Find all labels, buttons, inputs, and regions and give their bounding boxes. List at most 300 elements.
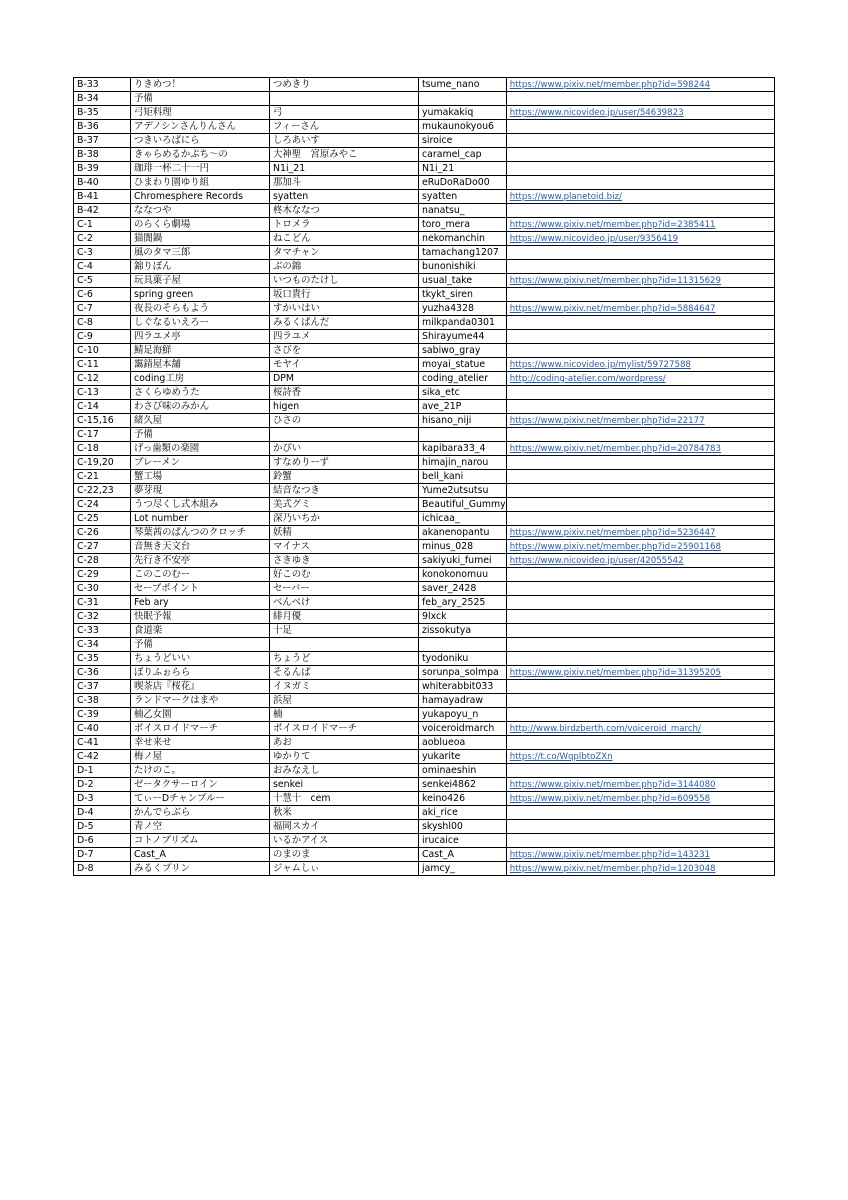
circle-name-cell: きゃらめるかぷち～の (131, 148, 270, 162)
twitter-handle-cell: yukapoyu_n (419, 708, 507, 722)
author-name-cell (270, 428, 419, 442)
author-name-cell: おみなえし (270, 764, 419, 778)
circle-name-cell: coding工房 (131, 372, 270, 386)
table-row (74, 162, 775, 176)
table-row (74, 806, 775, 820)
twitter-handle-cell: caramel_cap (419, 148, 507, 162)
space-id-cell: C-10 (74, 344, 131, 358)
circle-name-cell: 夢芽現 (131, 484, 270, 498)
url-cell (506, 78, 774, 92)
url-cell (506, 92, 774, 106)
space-id-cell: C-32 (74, 610, 131, 624)
twitter-handle-cell: skyshl00 (419, 820, 507, 834)
author-name-cell: 好このむ (270, 568, 419, 582)
circle-name-cell: ブレーメン (131, 456, 270, 470)
profile-link[interactable]: https://www.pixiv.net/member.php?id=5884647 (509, 303, 716, 314)
author-name-cell: 弓 (270, 106, 419, 120)
circle-name-cell: 食道楽 (131, 624, 270, 638)
url-cell (506, 750, 774, 764)
circle-name-cell: このこのむー (131, 568, 270, 582)
author-name-cell: さびを (270, 344, 419, 358)
author-name-cell: セーバー (270, 582, 419, 596)
space-id-cell: C-14 (74, 400, 131, 414)
table-row (74, 652, 775, 666)
twitter-handle-cell: bell_kani (419, 470, 507, 484)
circle-name-cell: 玩具菓子屋 (131, 274, 270, 288)
url-cell (506, 246, 774, 260)
profile-link[interactable]: https://www.pixiv.net/member.php?id=20784783 (509, 443, 721, 454)
url-cell (506, 708, 774, 722)
space-id-cell: C-37 (74, 680, 131, 694)
circle-name-cell: つきいろばにら (131, 134, 270, 148)
url-cell (506, 624, 774, 638)
profile-link[interactable]: https://www.nicovideo.jp/user/42055542 (509, 555, 684, 566)
space-id-cell: C-28 (74, 554, 131, 568)
author-name-cell: ぶの錦 (270, 260, 419, 274)
author-name-cell: あお (270, 736, 419, 750)
author-name-cell: マイナス (270, 540, 419, 554)
table-row (74, 302, 775, 316)
circle-name-cell: しぐなるいえろー (131, 316, 270, 330)
space-id-cell: D-1 (74, 764, 131, 778)
profile-link[interactable]: https://t.co/WqplbtoZXn (509, 751, 613, 762)
circle-name-cell: のらくら劇場 (131, 218, 270, 232)
author-name-cell: ジャムしぃ (270, 862, 419, 876)
circle-name-cell: わさび味のみかん (131, 400, 270, 414)
circle-list-body (74, 78, 775, 876)
twitter-handle-cell: bunonishiki (419, 260, 507, 274)
space-id-cell: C-15,16 (74, 414, 131, 428)
url-cell (506, 330, 774, 344)
circle-name-cell: ちょうどいい (131, 652, 270, 666)
url-cell (506, 372, 774, 386)
table-row (74, 442, 775, 456)
table-row (74, 750, 775, 764)
url-cell (506, 834, 774, 848)
twitter-handle-cell (419, 428, 507, 442)
table-row (74, 582, 775, 596)
url-cell (506, 792, 774, 806)
url-cell (506, 540, 774, 554)
author-name-cell: かぴい (270, 442, 419, 456)
space-id-cell: D-4 (74, 806, 131, 820)
profile-link[interactable]: https://www.pixiv.net/member.php?id=5236447 (509, 527, 716, 538)
circle-name-cell: 楠乙女園 (131, 708, 270, 722)
circle-name-cell: げっ歯類の楽園 (131, 442, 270, 456)
space-id-cell: C-25 (74, 512, 131, 526)
profile-link[interactable]: https://www.pixiv.net/member.php?id=1203048 (509, 863, 716, 874)
table-row (74, 848, 775, 862)
space-id-cell: B-37 (74, 134, 131, 148)
twitter-handle-cell: toro_mera (419, 218, 507, 232)
table-row (74, 260, 775, 274)
circle-name-cell: コトノプリズム (131, 834, 270, 848)
url-cell (506, 638, 774, 652)
url-cell (506, 134, 774, 148)
twitter-handle-cell: sika_etc (419, 386, 507, 400)
space-id-cell: C-8 (74, 316, 131, 330)
space-id-cell: C-39 (74, 708, 131, 722)
twitter-handle-cell (419, 638, 507, 652)
space-id-cell: D-7 (74, 848, 131, 862)
table-row (74, 316, 775, 330)
profile-link[interactable]: https://www.pixiv.net/member.php?id=22177 (509, 415, 705, 426)
author-name-cell: そるんぱ (270, 666, 419, 680)
url-cell (506, 414, 774, 428)
table-row (74, 106, 775, 120)
circle-name-cell: ぽりふぉらら (131, 666, 270, 680)
table-row (74, 92, 775, 106)
profile-link[interactable]: https://www.pixiv.net/member.php?id=598244 (509, 79, 711, 90)
twitter-handle-cell: ave_21P (419, 400, 507, 414)
table-row (74, 694, 775, 708)
twitter-handle-cell: konokonomuu (419, 568, 507, 582)
circle-list-table (73, 77, 775, 876)
space-id-cell: C-18 (74, 442, 131, 456)
url-cell (506, 344, 774, 358)
url-cell (506, 204, 774, 218)
url-cell (506, 274, 774, 288)
author-name-cell: 坂口貴行 (270, 288, 419, 302)
url-cell (506, 232, 774, 246)
space-id-cell: B-36 (74, 120, 131, 134)
table-row (74, 470, 775, 484)
author-name-cell: つめきり (270, 78, 419, 92)
author-name-cell: 妖精 (270, 526, 419, 540)
circle-name-cell: 珈琲一杯二十一円 (131, 162, 270, 176)
space-id-cell: C-13 (74, 386, 131, 400)
table-row (74, 736, 775, 750)
twitter-handle-cell: siroice (419, 134, 507, 148)
profile-link[interactable]: https://www.pixiv.net/member.php?id=2385411 (509, 219, 716, 230)
circle-name-cell: 音無き天文台 (131, 540, 270, 554)
space-id-cell: C-41 (74, 736, 131, 750)
author-name-cell: N1i_21 (270, 162, 419, 176)
profile-link[interactable]: https://www.nicovideo.jp/user/54639823 (509, 107, 684, 118)
space-id-cell: D-8 (74, 862, 131, 876)
author-name-cell: ゆかりて (270, 750, 419, 764)
circle-name-cell: 蟹工場 (131, 470, 270, 484)
author-name-cell: トロメラ (270, 218, 419, 232)
twitter-handle-cell (419, 92, 507, 106)
twitter-handle-cell: nekomanchin (419, 232, 507, 246)
url-cell (506, 288, 774, 302)
twitter-handle-cell: ominaeshin (419, 764, 507, 778)
url-cell (506, 400, 774, 414)
url-cell (506, 106, 774, 120)
twitter-handle-cell: Beautiful_Gummy (419, 498, 507, 512)
circle-name-cell: セーブポイント (131, 582, 270, 596)
twitter-handle-cell: yukarite (419, 750, 507, 764)
space-id-cell: B-38 (74, 148, 131, 162)
table-row (74, 120, 775, 134)
author-name-cell (270, 638, 419, 652)
twitter-handle-cell: yuzha4328 (419, 302, 507, 316)
space-id-cell: B-35 (74, 106, 131, 120)
circle-name-cell: 予備 (131, 92, 270, 106)
url-cell (506, 358, 774, 372)
author-name-cell: 秋米 (270, 806, 419, 820)
space-id-cell: C-27 (74, 540, 131, 554)
profile-link[interactable]: https://www.pixiv.net/member.php?id=3144080 (509, 779, 716, 790)
twitter-handle-cell: eRuDoRaDo00 (419, 176, 507, 190)
circle-name-cell: 鯖足海鮮 (131, 344, 270, 358)
twitter-handle-cell: saver_2428 (419, 582, 507, 596)
url-cell (506, 596, 774, 610)
url-cell (506, 512, 774, 526)
url-cell (506, 302, 774, 316)
url-cell (506, 610, 774, 624)
table-row (74, 344, 775, 358)
twitter-handle-cell: voiceroidmarch (419, 722, 507, 736)
table-row (74, 288, 775, 302)
circle-name-cell: Feb ary (131, 596, 270, 610)
author-name-cell: しろあいす (270, 134, 419, 148)
table-row (74, 274, 775, 288)
circle-name-cell: ひまわり園ゆり組 (131, 176, 270, 190)
space-id-cell: C-3 (74, 246, 131, 260)
url-cell (506, 568, 774, 582)
twitter-handle-cell: irucaice (419, 834, 507, 848)
twitter-handle-cell: kapibara33_4 (419, 442, 507, 456)
author-name-cell (270, 92, 419, 106)
twitter-handle-cell: tkykt_siren (419, 288, 507, 302)
space-id-cell: C-40 (74, 722, 131, 736)
space-id-cell: C-36 (74, 666, 131, 680)
author-name-cell: イヌガミ (270, 680, 419, 694)
table-row (74, 764, 775, 778)
circle-name-cell: 猫闇鍋 (131, 232, 270, 246)
space-id-cell: C-2 (74, 232, 131, 246)
twitter-handle-cell: senkei4862 (419, 778, 507, 792)
table-row (74, 148, 775, 162)
url-cell (506, 218, 774, 232)
circle-name-cell: アデノシンさんりんさん (131, 120, 270, 134)
space-id-cell: B-33 (74, 78, 131, 92)
twitter-handle-cell: syatten (419, 190, 507, 204)
twitter-handle-cell: sakiyuki_fumei (419, 554, 507, 568)
profile-link[interactable]: https://www.pixiv.net/member.php?id=25901168 (509, 541, 721, 552)
space-id-cell: C-4 (74, 260, 131, 274)
circle-name-cell: 予備 (131, 428, 270, 442)
profile-link[interactable]: http://coding-atelier.com/wordpress/ (509, 373, 666, 384)
url-cell (506, 848, 774, 862)
url-cell (506, 722, 774, 736)
twitter-handle-cell: Cast_A (419, 848, 507, 862)
twitter-handle-cell: tamachang1207 (419, 246, 507, 260)
circle-name-cell: さくらゆめうた (131, 386, 270, 400)
circle-name-cell: 靄錆屋本舗 (131, 358, 270, 372)
space-id-cell: C-33 (74, 624, 131, 638)
url-cell (506, 736, 774, 750)
profile-link[interactable]: https://www.pixiv.net/member.php?id=31395205 (509, 667, 721, 678)
url-cell (506, 652, 774, 666)
table-row (74, 722, 775, 736)
space-id-cell: C-34 (74, 638, 131, 652)
twitter-handle-cell: aki_rice (419, 806, 507, 820)
author-name-cell: senkei (270, 778, 419, 792)
author-name-cell: ひさの (270, 414, 419, 428)
url-cell (506, 526, 774, 540)
space-id-cell: D-6 (74, 834, 131, 848)
url-cell (506, 680, 774, 694)
space-id-cell: C-19,20 (74, 456, 131, 470)
url-cell (506, 442, 774, 456)
space-id-cell: B-39 (74, 162, 131, 176)
author-name-cell: 那加斗 (270, 176, 419, 190)
url-cell (506, 694, 774, 708)
space-id-cell: C-30 (74, 582, 131, 596)
table-row (74, 792, 775, 806)
circle-name-cell: Cast_A (131, 848, 270, 862)
profile-link[interactable]: https://www.pixiv.net/member.php?id=143231 (509, 849, 711, 860)
circle-name-cell: 快眠予報 (131, 610, 270, 624)
table-row (74, 708, 775, 722)
author-name-cell: 桜詩香 (270, 386, 419, 400)
author-name-cell: モヤイ (270, 358, 419, 372)
circle-name-cell: 四ラユメ亭 (131, 330, 270, 344)
profile-link[interactable]: https://www.nicovideo.jp/mylist/59727588 (509, 359, 691, 370)
author-name-cell: 四ラユメ (270, 330, 419, 344)
space-id-cell: C-24 (74, 498, 131, 512)
twitter-handle-cell: hamayadraw (419, 694, 507, 708)
author-name-cell: 結音なつき (270, 484, 419, 498)
url-cell (506, 820, 774, 834)
author-name-cell: すかいはい (270, 302, 419, 316)
author-name-cell: 大神聖 宮原みやこ (270, 148, 419, 162)
author-name-cell: 鈴蟹 (270, 470, 419, 484)
twitter-handle-cell: akanenopantu (419, 526, 507, 540)
circle-name-cell: みるくプリン (131, 862, 270, 876)
table-row (74, 456, 775, 470)
circle-name-cell: てぃーDチャンプルー (131, 792, 270, 806)
circle-name-cell: Chromesphere Records (131, 190, 270, 204)
twitter-handle-cell: aoblueoa (419, 736, 507, 750)
author-name-cell: いつものたけし (270, 274, 419, 288)
author-name-cell: ちょうど (270, 652, 419, 666)
author-name-cell: タマチャン (270, 246, 419, 260)
twitter-handle-cell: zissokutya (419, 624, 507, 638)
twitter-handle-cell: ichicaa_ (419, 512, 507, 526)
author-name-cell: さきゆき (270, 554, 419, 568)
table-row (74, 400, 775, 414)
space-id-cell: C-29 (74, 568, 131, 582)
twitter-handle-cell: sorunpa_solmpa (419, 666, 507, 680)
table-row (74, 204, 775, 218)
url-cell (506, 428, 774, 442)
twitter-handle-cell: N1i_21 (419, 162, 507, 176)
url-cell (506, 148, 774, 162)
profile-link[interactable]: https://www.planetoid.biz/ (509, 191, 622, 202)
twitter-handle-cell: Yume2utsutsu (419, 484, 507, 498)
space-id-cell: C-1 (74, 218, 131, 232)
space-id-cell: C-12 (74, 372, 131, 386)
circle-name-cell: 夜長のそらもよう (131, 302, 270, 316)
space-id-cell: C-38 (74, 694, 131, 708)
author-name-cell: 深乃いちか (270, 512, 419, 526)
table-row (74, 484, 775, 498)
author-name-cell: 十足 (270, 624, 419, 638)
circle-name-cell: ななつや (131, 204, 270, 218)
url-cell (506, 582, 774, 596)
space-id-cell: B-40 (74, 176, 131, 190)
space-id-cell: C-11 (74, 358, 131, 372)
circle-name-cell: 琴葉茜のぱんつのクロッチ (131, 526, 270, 540)
circle-name-cell: 梅ノ屋 (131, 750, 270, 764)
url-cell (506, 470, 774, 484)
url-cell (506, 778, 774, 792)
circle-name-cell: うつ尽くし式木組み (131, 498, 270, 512)
profile-link[interactable]: http://www.birdzberth.com/voiceroid_march/ (509, 723, 701, 734)
author-name-cell: べんべけ (270, 596, 419, 610)
author-name-cell: higen (270, 400, 419, 414)
twitter-handle-cell: whiterabbit033 (419, 680, 507, 694)
space-id-cell: D-5 (74, 820, 131, 834)
space-id-cell: C-5 (74, 274, 131, 288)
space-id-cell: C-21 (74, 470, 131, 484)
url-cell (506, 764, 774, 778)
space-id-cell: C-35 (74, 652, 131, 666)
profile-link[interactable]: https://www.nicovideo.jp/user/9356419 (509, 233, 679, 244)
table-row (74, 372, 775, 386)
table-row (74, 246, 775, 260)
circle-name-cell: たけのこ。 (131, 764, 270, 778)
table-row (74, 232, 775, 246)
space-id-cell: C-42 (74, 750, 131, 764)
twitter-handle-cell: yumakakiq (419, 106, 507, 120)
table-row (74, 820, 775, 834)
profile-link[interactable]: https://www.pixiv.net/member.php?id=609558 (509, 793, 711, 804)
table-row (74, 218, 775, 232)
profile-link[interactable]: https://www.pixiv.net/member.php?id=11315629 (509, 275, 721, 286)
twitter-handle-cell: jamcy_ (419, 862, 507, 876)
author-name-cell: syatten (270, 190, 419, 204)
author-name-cell: のまのま (270, 848, 419, 862)
twitter-handle-cell: tyodoniku (419, 652, 507, 666)
author-name-cell: いるかアイス (270, 834, 419, 848)
author-name-cell: みるくぱんだ (270, 316, 419, 330)
table-row (74, 540, 775, 554)
url-cell (506, 456, 774, 470)
circle-name-cell: ボイスロイドマーチ (131, 722, 270, 736)
url-cell (506, 120, 774, 134)
author-name-cell: 柊木ななつ (270, 204, 419, 218)
author-name-cell: ボイスロイドマーチ (270, 722, 419, 736)
circle-name-cell: spring green (131, 288, 270, 302)
table-row (74, 778, 775, 792)
space-id-cell: C-9 (74, 330, 131, 344)
table-row (74, 498, 775, 512)
url-cell (506, 316, 774, 330)
table-row (74, 680, 775, 694)
url-cell (506, 554, 774, 568)
space-id-cell: C-26 (74, 526, 131, 540)
table-row (74, 358, 775, 372)
table-row (74, 330, 775, 344)
twitter-handle-cell: keino426 (419, 792, 507, 806)
circle-name-cell: 錦りぼん (131, 260, 270, 274)
table-row (74, 134, 775, 148)
table-row (74, 568, 775, 582)
circle-name-cell: りきめつ！ (131, 78, 270, 92)
table-row (74, 190, 775, 204)
table-row (74, 176, 775, 190)
circle-name-cell: 幸せ来せ (131, 736, 270, 750)
circle-name-cell: Lot number (131, 512, 270, 526)
url-cell (506, 162, 774, 176)
url-cell (506, 484, 774, 498)
table-row (74, 638, 775, 652)
